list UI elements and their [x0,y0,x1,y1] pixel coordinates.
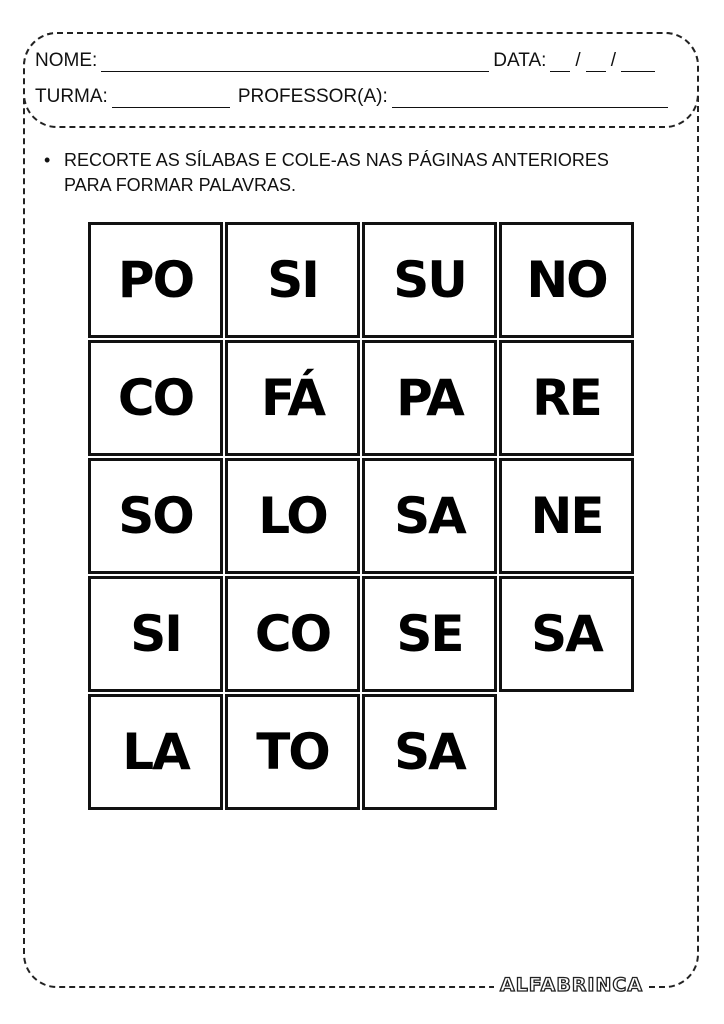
syllable-text: SU [393,251,466,309]
syllable-card[interactable] [499,340,634,456]
syllable-card[interactable] [88,458,223,574]
syllable-card[interactable] [362,576,497,692]
name-date-row [35,50,681,72]
class-field[interactable] [112,89,230,108]
instruction-text [44,148,664,198]
syllable-grid [88,222,638,812]
syllable-card[interactable] [88,576,223,692]
instruction-line-1: RECORTE AS SÍLABAS E COLE-AS NAS PÁGINAS ANTERIORES [64,150,609,170]
class-teacher-row [35,86,681,108]
teacher-field[interactable] [392,89,668,108]
syllable-card[interactable] [225,222,360,338]
syllable-card[interactable] [225,694,360,810]
syllable-text: SI [267,251,318,309]
date-year-field[interactable] [621,53,655,72]
syllable-card[interactable] [88,694,223,810]
date-day-field[interactable] [550,53,570,72]
syllable-row [88,458,638,576]
class-label: TURMA: [35,86,108,107]
syllable-text: LO [258,487,327,545]
instruction-line-2: PARA FORMAR PALAVRAS. [64,175,297,195]
syllable-text: NO [526,251,607,309]
syllable-text: SA [394,723,465,781]
name-label: NOME: [35,50,98,71]
syllable-card[interactable] [362,222,497,338]
syllable-card[interactable] [225,340,360,456]
teacher-label: PROFESSOR(A): [237,86,388,107]
syllable-card[interactable] [362,694,497,810]
syllable-text: CO [254,605,331,663]
syllable-row [88,222,638,340]
syllable-card[interactable] [225,458,360,574]
syllable-card[interactable] [362,340,497,456]
syllable-card[interactable] [499,458,634,574]
syllable-row [88,340,638,458]
syllable-text: FÁ [260,369,325,427]
date-separator: / [610,50,616,71]
date-separator: / [575,50,581,71]
name-field[interactable] [101,53,489,72]
syllable-card[interactable] [88,340,223,456]
syllable-text: SE [396,605,463,663]
syllable-text: PA [396,369,463,427]
syllable-text: TO [256,723,329,781]
student-info-header [23,32,699,128]
syllable-text: LA [122,723,189,781]
syllable-row [88,576,638,694]
syllable-text: RE [532,369,601,427]
syllable-text: SI [130,605,181,663]
syllable-text: SA [394,487,465,545]
syllable-row [88,694,638,812]
date-label: DATA: [493,50,547,71]
bullet-icon: • [44,150,51,170]
syllable-card[interactable] [499,576,634,692]
syllable-text: SA [531,605,602,663]
syllable-card[interactable] [225,576,360,692]
syllable-card[interactable] [88,222,223,338]
syllable-card[interactable] [499,222,634,338]
syllable-text: NE [530,487,603,545]
syllable-text: PO [117,251,194,309]
syllable-text: SO [118,487,193,545]
syllable-text: CO [117,369,194,427]
brand-logo: ALFABRINCA [494,974,649,996]
date-month-field[interactable] [586,53,606,72]
syllable-card[interactable] [362,458,497,574]
